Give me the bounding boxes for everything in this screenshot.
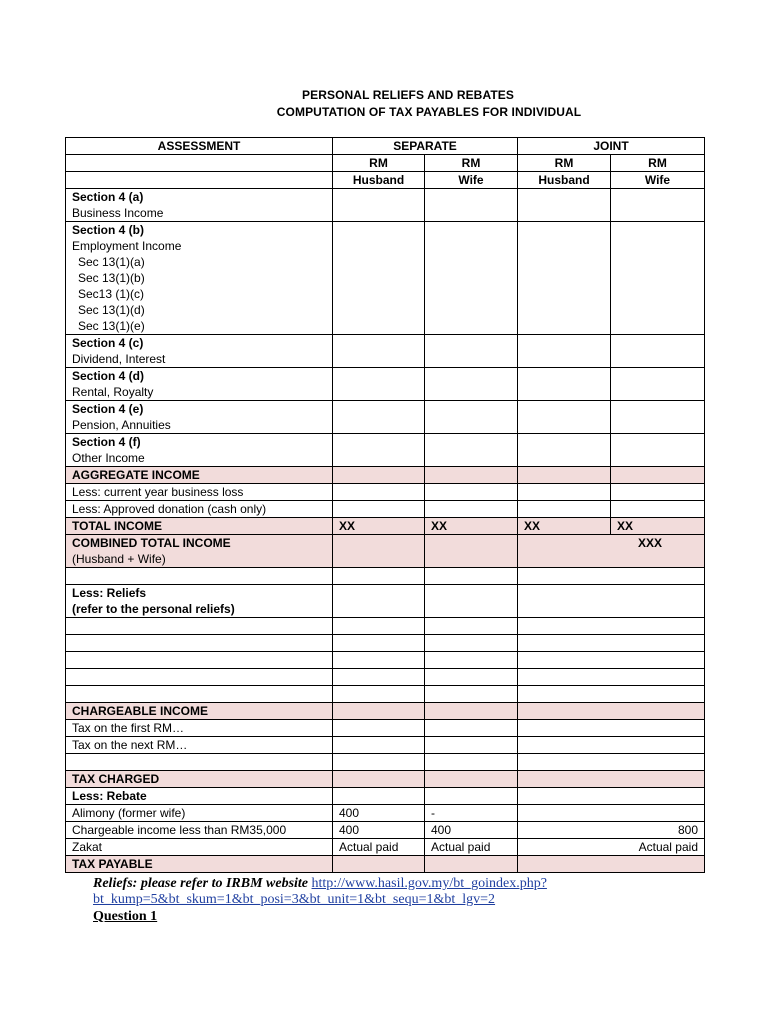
combined-total-income-row xyxy=(66,535,705,568)
section-description: Employment Income xyxy=(72,239,182,253)
section-heading: Section 4 (c) xyxy=(72,336,144,350)
header-husband: Husband xyxy=(333,172,425,189)
section-4f-row xyxy=(66,434,705,467)
header-row-3 xyxy=(66,172,705,189)
section-description: Rental, Royalty xyxy=(72,385,154,399)
header-husband: Husband xyxy=(518,172,611,189)
irbm-link-continued[interactable]: bt_kump=5&bt_skum=1&bt_posi=3&bt_unit=1&bt_sequ=1&bt_lgv=2 xyxy=(93,892,496,907)
section-heading: Section 4 (b) xyxy=(72,223,145,237)
row-sublabel: (refer to the personal reliefs) xyxy=(72,602,235,616)
aggregate-income-row xyxy=(66,467,705,484)
blank-row xyxy=(66,635,705,652)
row-label: Less: Approved donation (cash only) xyxy=(66,501,333,518)
tax-next-row xyxy=(66,737,705,754)
document-title: PERSONAL RELIEFS AND REBATES xyxy=(302,88,514,102)
chargeable-less-joint-value: 800 xyxy=(518,822,705,839)
row-label: Chargeable income less than RM35,000 xyxy=(66,822,333,839)
header-assessment: ASSESSMENT xyxy=(66,138,333,155)
header-joint: JOINT xyxy=(518,138,705,155)
subsection-item: Sec 13(1)(b) xyxy=(78,271,145,285)
irbm-link[interactable]: http://www.hasil.gov.my/bt_goindex.php? xyxy=(311,876,547,891)
section-heading: Section 4 (d) xyxy=(72,369,145,383)
tax-first-row xyxy=(66,720,705,737)
combined-joint-value: XXX xyxy=(518,535,705,568)
header-wife: Wife xyxy=(425,172,518,189)
chargeable-less-row xyxy=(66,822,705,839)
row-label: Less: Reliefs xyxy=(72,586,147,600)
blank-row xyxy=(66,618,705,635)
chargeable-income-row xyxy=(66,703,705,720)
approved-donation-row xyxy=(66,501,705,518)
blank-row xyxy=(66,568,705,585)
row-label: Tax on the next RM… xyxy=(66,737,333,754)
row-label: COMBINED TOTAL INCOME xyxy=(72,536,231,550)
row-label: TAX PAYABLE xyxy=(66,856,333,873)
row-label: CHARGEABLE INCOME xyxy=(66,703,333,720)
section-4b-row xyxy=(66,222,705,335)
row-label: Tax on the first RM… xyxy=(66,720,333,737)
header-wife: Wife xyxy=(611,172,705,189)
blank-row xyxy=(66,669,705,686)
zakat-wife-value: Actual paid xyxy=(425,839,518,856)
less-reliefs-row xyxy=(66,585,705,618)
question-heading: Question 1 xyxy=(93,909,158,924)
zakat-husband-value: Actual paid xyxy=(333,839,425,856)
chargeable-less-husband-value: 400 xyxy=(333,822,425,839)
chargeable-less-wife-value: 400 xyxy=(425,822,518,839)
row-label: Zakat xyxy=(66,839,333,856)
alimony-row xyxy=(66,805,705,822)
total-joint-wife: XX xyxy=(611,518,705,535)
tax-computation-table xyxy=(65,137,705,873)
header-row-1 xyxy=(66,138,705,155)
header-rm: RM xyxy=(425,155,518,172)
tax-charged-row xyxy=(66,771,705,788)
total-separate-wife: XX xyxy=(425,518,518,535)
section-heading: Section 4 (f) xyxy=(72,435,141,449)
header-rm: RM xyxy=(518,155,611,172)
zakat-row xyxy=(66,839,705,856)
less-rebate-row xyxy=(66,788,705,805)
header-rm: RM xyxy=(333,155,425,172)
footer-note xyxy=(93,876,713,925)
alimony-husband-value: 400 xyxy=(333,805,425,822)
section-heading: Section 4 (a) xyxy=(72,190,144,204)
section-description: Business Income xyxy=(72,206,164,220)
row-label: TOTAL INCOME xyxy=(66,518,333,535)
header-row-2 xyxy=(66,155,705,172)
row-sublabel: (Husband + Wife) xyxy=(72,552,166,566)
zakat-joint-value: Actual paid xyxy=(518,839,705,856)
total-separate-husband: XX xyxy=(333,518,425,535)
section-4c-row xyxy=(66,335,705,368)
header-rm: RM xyxy=(611,155,705,172)
document-subtitle: COMPUTATION OF TAX PAYABLES FOR INDIVIDUAL xyxy=(276,105,582,119)
section-description: Dividend, Interest xyxy=(72,352,166,366)
reliefs-label: Reliefs: please refer to IRBM website xyxy=(93,876,309,891)
header-separate: SEPARATE xyxy=(333,138,518,155)
row-label: Less: current year business loss xyxy=(66,484,333,501)
blank-row xyxy=(66,754,705,771)
section-4e-row xyxy=(66,401,705,434)
row-label: TAX CHARGED xyxy=(66,771,333,788)
total-joint-husband: XX xyxy=(518,518,611,535)
section-description: Other Income xyxy=(72,451,145,465)
subsection-item: Sec13 (1)(c) xyxy=(78,287,145,301)
section-4a-row xyxy=(66,189,705,222)
subsection-item: Sec 13(1)(a) xyxy=(78,255,145,269)
row-label: Alimony (former wife) xyxy=(66,805,333,822)
subsection-item: Sec 13(1)(e) xyxy=(78,319,145,333)
row-label: AGGREGATE INCOME xyxy=(66,467,333,484)
row-label: Less: Rebate xyxy=(66,788,333,805)
section-description: Pension, Annuities xyxy=(72,418,171,432)
subsection-item: Sec 13(1)(d) xyxy=(78,303,145,317)
alimony-wife-value: - xyxy=(425,805,518,822)
total-income-row xyxy=(66,518,705,535)
tax-payable-row xyxy=(66,856,705,873)
blank-row xyxy=(66,652,705,669)
section-heading: Section 4 (e) xyxy=(72,402,144,416)
section-4d-row xyxy=(66,368,705,401)
business-loss-row xyxy=(66,484,705,501)
blank-row xyxy=(66,686,705,703)
